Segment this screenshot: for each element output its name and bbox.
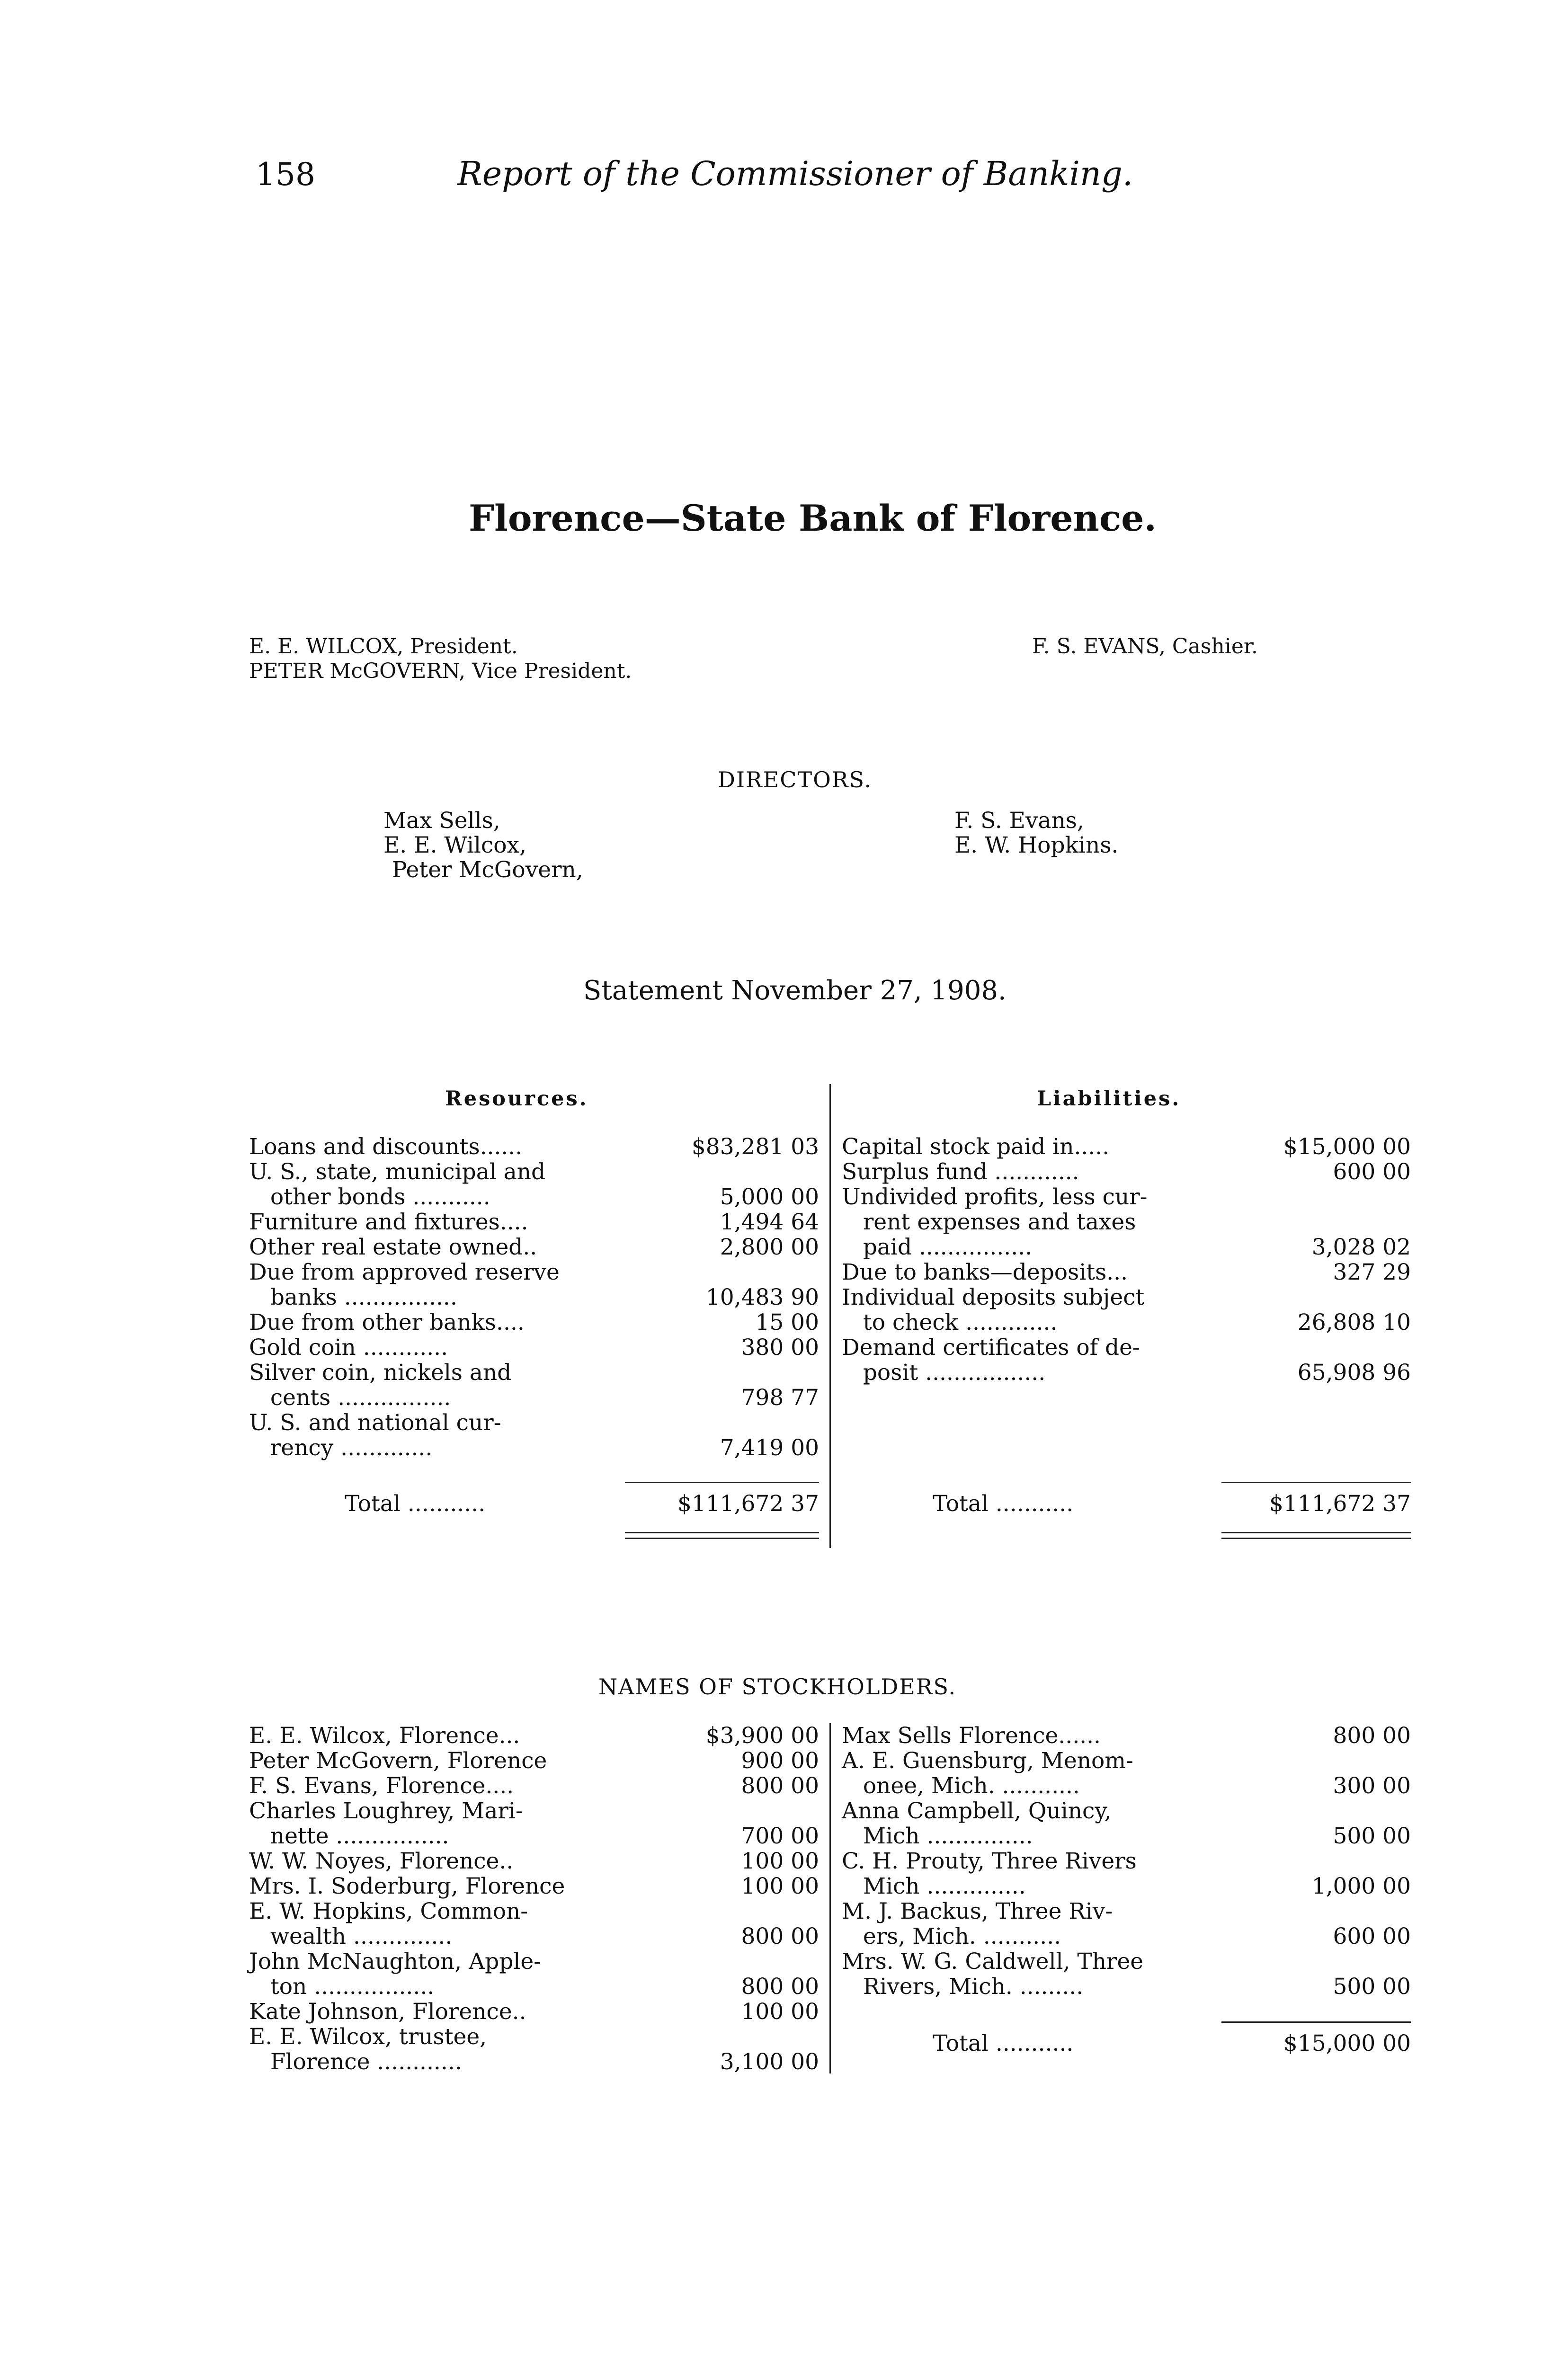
resources-row-label: other bonds ........... [249,1184,490,1210]
liabilities-row-label: paid ................ [842,1234,1033,1260]
resources-row-amount: 15 00 [755,1309,819,1335]
stockholder-right-row [842,1748,1411,1773]
liabilities-row-amount: 65,908 96 [1297,1360,1411,1386]
stockholder-right-row-label: Mich .............. [842,1873,1026,1899]
stockholder-left-row-amount: $3,900 00 [705,1723,819,1749]
stockholder-right-row-amount: 300 00 [1333,1773,1411,1799]
stockholder-left-row-label: John McNaughton, Apple- [249,1949,542,1975]
stockholder-right-row-label: M. J. Backus, Three Riv- [842,1898,1113,1924]
director-left-3: Peter McGovern, [392,857,583,883]
stockholder-left-row-label: E. W. Hopkins, Common- [249,1898,528,1924]
stockholders-total-rule [1221,2021,1411,2023]
resources-row [249,1385,824,1410]
stockholder-right-row-amount: 600 00 [1333,1923,1411,1949]
stockholder-right-row-label: Anna Campbell, Quincy, [842,1798,1112,1824]
stockholder-left-row-label: Charles Loughrey, Mari- [249,1798,523,1824]
liabilities-row [842,1285,1411,1310]
resources-row-amount: 1,494 64 [720,1209,819,1235]
resources-row [249,1260,824,1285]
liabilities-row-amount: 3,028 02 [1311,1234,1411,1260]
stockholder-right-row-label: Rivers, Mich. ......... [842,1974,1084,2000]
stockholder-left-row [249,1924,824,1949]
liabilities-total-rule [1221,1482,1411,1483]
stockholder-left-row-label: Florence ............ [249,2049,462,2075]
liabilities-row [842,1260,1411,1285]
directors-heading: DIRECTORS. [718,767,872,792]
resources-double-rule-2 [625,1538,819,1539]
stockholder-right-row-amount: 1,000 00 [1311,1873,1411,1899]
stockholder-left-row-label: E. E. Wilcox, trustee, [249,2024,487,2050]
stockholder-left-row-amount: 100 00 [741,1999,819,2025]
stockholder-right-row [842,1798,1411,1824]
resources-total-row [345,1491,824,1516]
running-title: Report of the Commissioner of Banking. [457,154,1133,193]
stockholder-left-row-amount: 100 00 [741,1848,819,1874]
liabilities-row-label: Undivided profits, less cur- [842,1184,1148,1210]
resources-row [249,1335,824,1360]
liabilities-row-label: Individual deposits subject [842,1284,1145,1310]
resources-row-label: Other real estate owned.. [249,1234,537,1260]
resources-row-amount: $83,281 03 [691,1134,819,1160]
resources-row-label: cents ................ [249,1385,451,1411]
resources-row [249,1159,824,1184]
resources-row-label: Loans and discounts...... [249,1134,523,1160]
resources-row [249,1134,824,1159]
stockholder-left-row [249,1849,824,1874]
resources-row-amount: 2,800 00 [720,1234,819,1260]
stockholder-right-row-label: onee, Mich. ........... [842,1773,1080,1799]
liabilities-total-label: Total ........... [933,1491,1074,1517]
stockholder-left-row-label: F. S. Evans, Florence.... [249,1773,514,1799]
resources-heading: Resources. [445,1087,588,1111]
stockholder-right-row [842,1874,1411,1899]
stockholder-left-row-label: Kate Johnson, Florence.. [249,1999,526,2025]
stockholder-right-row-label: Mrs. W. G. Caldwell, Three [842,1949,1144,1975]
liabilities-row-label: to check ............. [842,1309,1058,1335]
stockholder-left-row [249,1798,824,1824]
liabilities-total-amount: $111,672 37 [1269,1491,1411,1517]
stockholder-left-row [249,1748,824,1773]
resources-row-amount: 798 77 [741,1385,819,1411]
resources-row-amount: 7,419 00 [720,1435,819,1461]
liabilities-row [842,1360,1411,1385]
resources-row-label: U. S. and national cur- [249,1410,501,1436]
stockholder-left-row [249,1999,824,2024]
resources-row-label: U. S., state, municipal and [249,1159,546,1185]
president-line: E. E. WILCOX, President. [249,634,518,658]
statement-column-divider [829,1084,831,1548]
stockholder-left-row-amount: 800 00 [741,1923,819,1949]
stockholders-total-row [933,2031,1411,2056]
stockholder-right-row-amount: 800 00 [1333,1723,1411,1749]
liabilities-row-label: Due to banks—deposits... [842,1259,1128,1285]
liabilities-double-rule-2 [1221,1538,1411,1539]
stockholder-right-row [842,1899,1411,1924]
resources-row [249,1410,824,1435]
stockholder-left-row-label: Peter McGovern, Florence [249,1748,547,1774]
director-left-1: Max Sells, [383,808,500,834]
liabilities-double-rule-1 [1221,1532,1411,1533]
stockholder-left-row-label: W. W. Noyes, Florence.. [249,1848,514,1874]
stockholder-left-row-amount: 900 00 [741,1748,819,1774]
stockholders-total-amount: $15,000 00 [1283,2030,1411,2056]
resources-total-label: Total ........... [345,1491,486,1517]
stockholder-left-row-amount: 700 00 [741,1823,819,1849]
liabilities-row [842,1310,1411,1335]
director-left-2: E. E. Wilcox, [383,832,526,858]
liabilities-row [842,1235,1411,1260]
stockholder-right-row-label: A. E. Guensburg, Menom- [842,1748,1133,1774]
stockholder-left-row [249,2024,824,2049]
bank-title: Florence—State Bank of Florence. [469,497,1157,539]
resources-row [249,1184,824,1210]
liabilities-row-label: Surplus fund ............ [842,1159,1079,1185]
liabilities-row-label: rent expenses and taxes [842,1209,1136,1235]
liabilities-row-label: Capital stock paid in..... [842,1134,1110,1160]
resources-row [249,1235,824,1260]
resources-double-rule-1 [625,1532,819,1533]
stockholder-left-row [249,1773,824,1798]
liabilities-row [842,1184,1411,1210]
stockholders-column-divider [829,1723,831,2073]
stockholders-heading: NAMES OF STOCKHOLDERS. [598,1674,956,1700]
stockholder-left-row-label: nette ................ [249,1823,449,1849]
liabilities-row-amount: $15,000 00 [1283,1134,1411,1160]
resources-row-amount: 380 00 [741,1335,819,1361]
liabilities-row [842,1335,1411,1360]
resources-row-label: Due from other banks.... [249,1309,525,1335]
stockholder-left-row [249,1723,824,1748]
resources-row [249,1435,824,1460]
stockholder-left-row-amount: 800 00 [741,1974,819,2000]
stockholder-right-row-label: Mich ............... [842,1823,1033,1849]
stockholder-left-row-label: wealth .............. [249,1923,453,1949]
stockholder-left-row [249,1899,824,1924]
resources-row-amount: 5,000 00 [720,1184,819,1210]
stockholder-left-row-amount: 800 00 [741,1773,819,1799]
cashier-line: F. S. EVANS, Cashier. [1032,634,1258,658]
resources-total-rule [625,1482,819,1483]
stockholder-right-row [842,1924,1411,1949]
resources-row-label: banks ................ [249,1284,457,1310]
resources-total-amount: $111,672 37 [677,1491,819,1517]
stockholder-left-row-label: Mrs. I. Soderburg, Florence [249,1873,565,1899]
resources-row [249,1360,824,1385]
vice-president-line: PETER McGOVERN, Vice President. [249,659,632,683]
liabilities-row [842,1134,1411,1159]
stockholder-left-row-label: E. E. Wilcox, Florence... [249,1723,520,1749]
resources-row-amount: 10,483 90 [705,1284,819,1310]
liabilities-total-row [933,1491,1411,1516]
page-number: 158 [256,156,315,193]
stockholder-right-row [842,1849,1411,1874]
stockholder-right-row [842,1723,1411,1748]
resources-row [249,1210,824,1235]
resources-row-label: Gold coin ............ [249,1335,448,1361]
stockholder-left-row [249,1949,824,1974]
resources-row [249,1285,824,1310]
resources-row [249,1310,824,1335]
stockholder-left-row-label: ton ................. [249,1974,435,2000]
resources-row-label: Silver coin, nickels and [249,1360,512,1386]
liabilities-row [842,1210,1411,1235]
stockholder-right-row-amount: 500 00 [1333,1974,1411,2000]
stockholder-right-row [842,1949,1411,1974]
stockholder-left-row [249,1974,824,1999]
liabilities-row-label: Demand certificates of de- [842,1335,1140,1361]
stockholder-left-row [249,1874,824,1899]
liabilities-heading: Liabilities. [1037,1087,1181,1111]
liabilities-row-label: posit ................. [842,1360,1046,1386]
resources-row-label: Due from approved reserve [249,1259,560,1285]
stockholder-left-row [249,2049,824,2074]
statement-title: Statement November 27, 1908. [583,975,1007,1006]
director-right-2: E. W. Hopkins. [954,832,1119,858]
stockholder-right-row-label: ers, Mich. ........... [842,1923,1061,1949]
stockholder-left-row-amount: 3,100 00 [720,2049,819,2075]
stockholder-left-row [249,1824,824,1849]
stockholder-right-row-amount: 500 00 [1333,1823,1411,1849]
liabilities-row-amount: 600 00 [1333,1159,1411,1185]
liabilities-row [842,1159,1411,1184]
resources-row-label: Furniture and fixtures.... [249,1209,528,1235]
director-right-1: F. S. Evans, [954,808,1084,834]
stockholder-right-row-label: Max Sells Florence...... [842,1723,1101,1749]
stockholder-right-row-label: C. H. Prouty, Three Rivers [842,1848,1137,1874]
stockholder-left-row-amount: 100 00 [741,1873,819,1899]
stockholder-right-row [842,1824,1411,1849]
stockholder-right-row [842,1974,1411,1999]
resources-row-label: rency ............. [249,1435,433,1461]
stockholders-total-label: Total ........... [933,2030,1074,2056]
stockholder-right-row [842,1773,1411,1798]
liabilities-row-amount: 327 29 [1333,1259,1411,1285]
liabilities-row-amount: 26,808 10 [1297,1309,1411,1335]
